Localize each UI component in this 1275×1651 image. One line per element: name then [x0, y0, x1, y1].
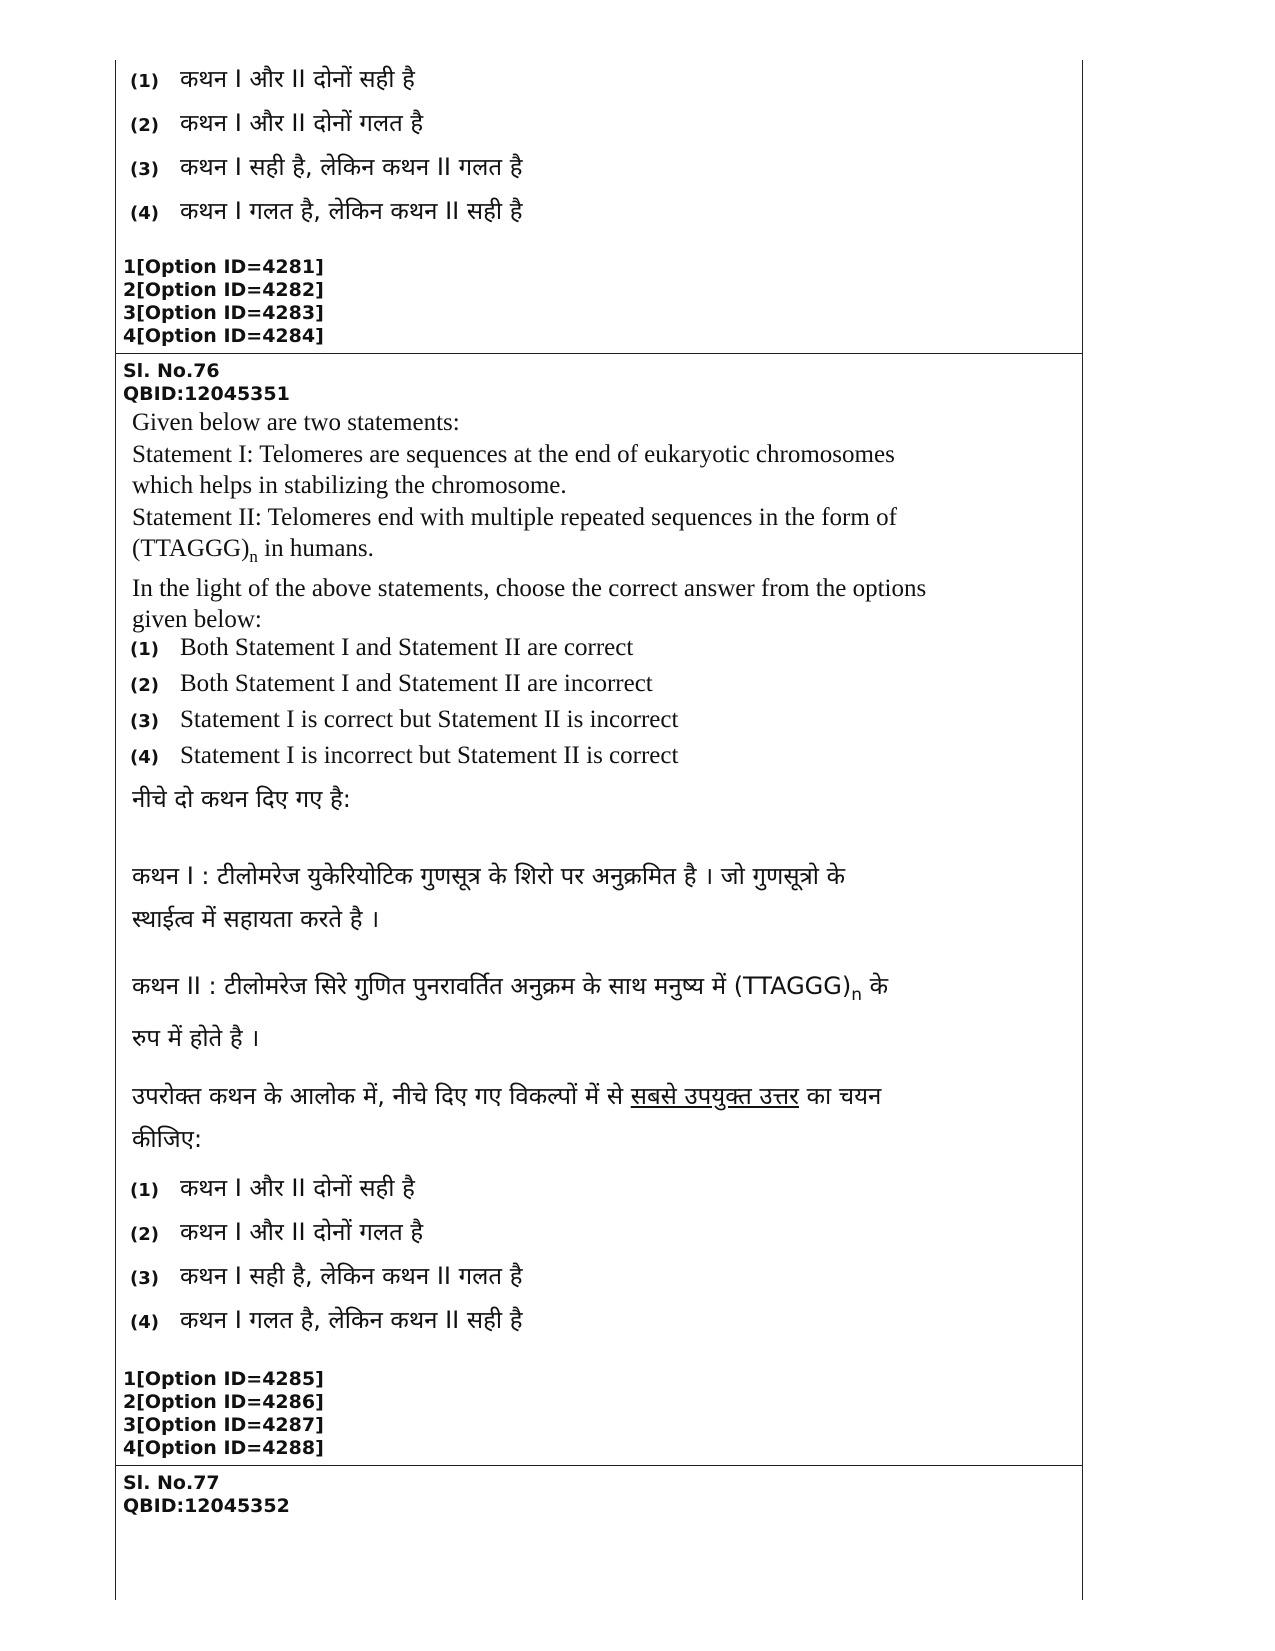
option-id: 1[Option ID=4285]: [123, 1368, 324, 1390]
option-number: (2): [130, 1224, 159, 1245]
option-row: [130, 106, 423, 139]
statement-2-line: Statement II: Telomeres end with multiple repeated sequences in the form of: [132, 503, 897, 531]
option-row: [130, 670, 653, 698]
question-meta: [123, 1472, 290, 1518]
option-id-list: [123, 1368, 324, 1460]
option-row: [130, 62, 415, 95]
prompt-underlined-text: सबसे उपयुक्त उत्तर: [630, 1082, 799, 1110]
statement-1-line: Statement I: Telomeres are sequences at the end of eukaryotic chromosomes: [132, 440, 895, 468]
serial-number: Sl. No.76: [123, 360, 220, 382]
option-text: कथन I सही है, लेकिन कथन II गलत है: [180, 153, 523, 181]
option-number: (4): [130, 1312, 159, 1333]
qbid: QBID:12045351: [123, 383, 290, 405]
option-number: (3): [130, 711, 159, 732]
option-id: 2[Option ID=4286]: [123, 1391, 324, 1413]
prompt-text: उपरोक्त कथन के आलोक में, नीचे दिए गए विकल्पों में से: [132, 1082, 631, 1110]
hindi-prompt-line: [132, 1075, 1052, 1118]
option-text: कथन I गलत है, लेकिन कथन II सही है: [180, 197, 523, 225]
option-row: [130, 634, 633, 662]
option-row: [130, 1259, 522, 1292]
option-number: (1): [130, 639, 159, 660]
row-divider: [115, 1465, 1083, 1466]
option-row: [130, 742, 678, 770]
option-row: [130, 194, 522, 227]
sequence-tail: के: [862, 972, 889, 1000]
sequence-text: (TTAGGG): [132, 535, 250, 562]
option-id: 4[Option ID=4284]: [123, 325, 324, 347]
option-row: [130, 150, 522, 183]
hindi-statement-line: कथन I : टीलोमरेज युकेरियोटिक गुणसूत्र के शिरो पर अनुक्रमित है । जो गुणसूत्रो के: [132, 862, 846, 890]
option-id: 3[Option ID=4287]: [123, 1414, 324, 1436]
hindi-statement-text: कथन II : टीलोमरेज सिरे गुणित पुनरावर्तित अनुक्रम के साथ मनुष्य में: [132, 972, 734, 1000]
prompt-line: given below:: [132, 606, 262, 633]
hindi-intro: नीचे दो कथन दिए गए है:: [132, 785, 351, 813]
question-stem-english: [132, 407, 1062, 636]
sequence-tail: in humans.: [257, 535, 374, 562]
hindi-statement-line: स्थाईत्व में सहायता करते है ।: [132, 905, 380, 933]
option-number: (4): [130, 203, 159, 224]
option-number: (1): [130, 1180, 159, 1201]
option-text: कथन I और II दोनों सही है: [180, 65, 415, 93]
option-number: (2): [130, 675, 159, 696]
option-text: Both Statement I and Statement II are correct: [180, 634, 634, 661]
option-text: कथन I और II दोनों गलत है: [180, 109, 424, 137]
option-number: (1): [130, 71, 159, 92]
prompt-line: In the light of the above statements, choose the correct answer from the options: [132, 574, 927, 602]
option-text: Statement I is incorrect but Statement II is correct: [180, 742, 679, 769]
option-id: 3[Option ID=4283]: [123, 302, 324, 324]
hindi-statement-line: [132, 965, 1052, 1017]
option-text: कथन I और II दोनों सही है: [180, 1174, 415, 1202]
row-divider: [115, 353, 1083, 354]
qbid: QBID:12045352: [123, 1495, 290, 1517]
option-text: कथन I और II दोनों गलत है: [180, 1218, 424, 1246]
option-id: 2[Option ID=4282]: [123, 279, 324, 301]
option-row: [130, 1171, 415, 1204]
question-meta: [123, 360, 290, 406]
option-id: 4[Option ID=4288]: [123, 1437, 324, 1459]
stem-intro: Given below are two statements:: [132, 409, 460, 436]
option-text: Statement I is correct but Statement II is incorrect: [180, 706, 679, 733]
hindi-statement-2: [132, 965, 1052, 1060]
hindi-prompt: [132, 1075, 1052, 1161]
sequence-subscript: n: [249, 547, 258, 566]
option-number: (4): [130, 747, 159, 768]
option-text: कथन I सही है, लेकिन कथन II गलत है: [180, 1262, 523, 1290]
option-number: (3): [130, 1268, 159, 1289]
hindi-statement-line: रुप में होते है ।: [132, 1023, 260, 1052]
option-text: Both Statement I and Statement II are incorrect: [180, 670, 653, 697]
prompt-text: का चयन: [798, 1082, 882, 1110]
sequence-text: (TTAGGG): [733, 972, 852, 1000]
option-row: [130, 706, 678, 734]
sequence-subscript: n: [851, 984, 863, 1005]
option-row: [130, 1303, 522, 1336]
serial-number: Sl. No.77: [123, 1472, 220, 1494]
option-id: 1[Option ID=4281]: [123, 256, 324, 278]
option-number: (2): [130, 115, 159, 136]
hindi-prompt-line: कीजिए:: [132, 1125, 203, 1153]
option-row: [130, 1215, 423, 1248]
statement-2-sequence-line: [132, 533, 1062, 573]
option-text: कथन I गलत है, लेकिन कथन II सही है: [180, 1306, 523, 1334]
statement-1-line: which helps in stabilizing the chromosome.: [132, 472, 567, 499]
hindi-statement-1: [132, 855, 1052, 941]
option-id-list: [123, 256, 324, 348]
option-number: (3): [130, 159, 159, 180]
